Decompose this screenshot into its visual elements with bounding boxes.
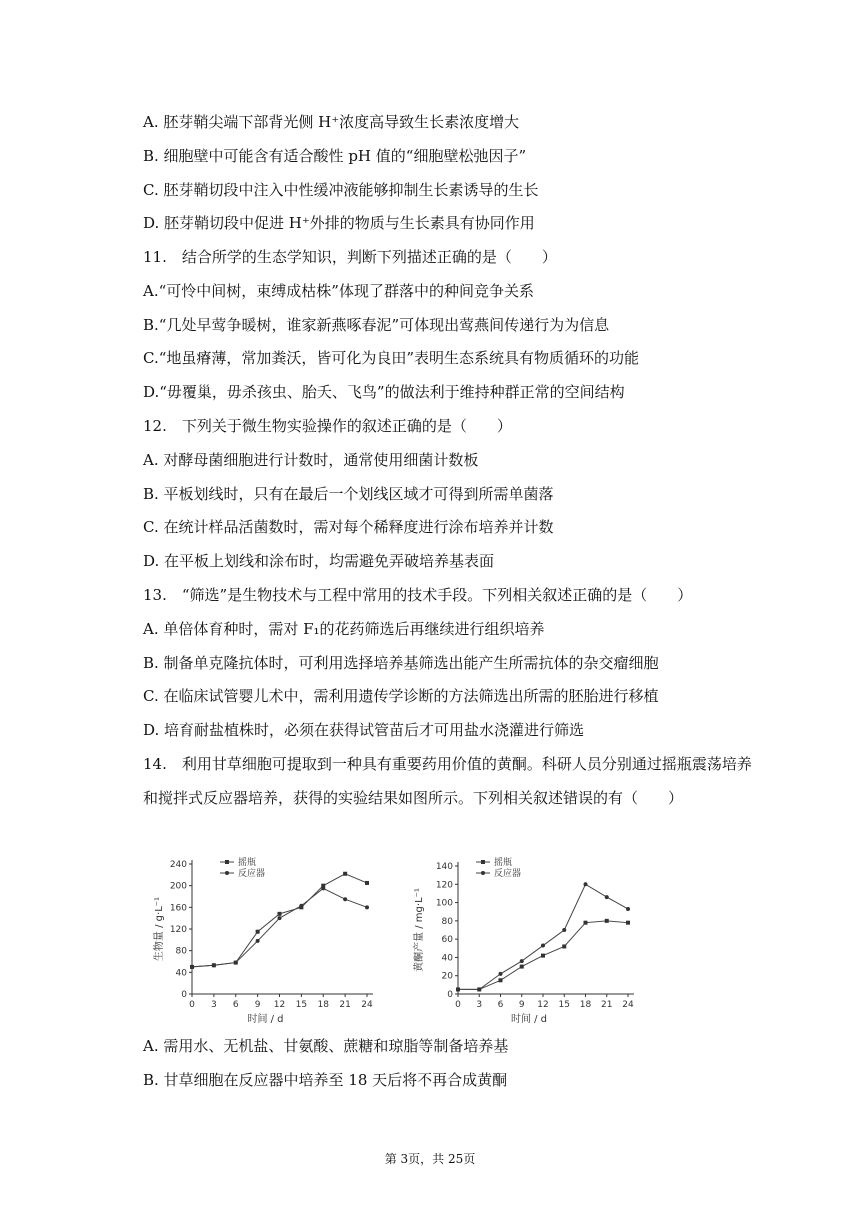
legend-label: 反应器: [238, 869, 266, 879]
x-tick-label: 15: [558, 1000, 570, 1010]
data-point: [343, 897, 347, 901]
data-point: [256, 939, 260, 943]
flavonoid-chart: [410, 850, 660, 1030]
data-point: [605, 919, 609, 923]
option-13d: D. 培育耐盐植株时，必须在获得试管苗后才可用盐水浇灌进行筛选: [143, 721, 585, 739]
legend-label: 摇瓶: [238, 858, 257, 868]
option-13a: A. 单倍体育种时，需对 F₁的花药筛选后再继续进行组织培养: [143, 620, 545, 638]
data-point: [520, 959, 524, 963]
data-point: [190, 965, 194, 969]
x-tick-label: 12: [537, 1000, 549, 1010]
y-tick-label: 240: [169, 860, 187, 870]
y-tick-label: 0: [181, 990, 187, 1000]
question-12: 12. 下列关于微生物实验操作的叙述正确的是（ ）: [143, 417, 512, 435]
x-axis-label: 时间 / d: [510, 1014, 548, 1025]
y-tick-label: 120: [435, 880, 453, 891]
x-tick-label: 0: [189, 1000, 195, 1010]
option-13c: C. 在临床试管婴儿术中，需利用遗传学诊断的方法筛选出所需的胚胎进行移植: [143, 687, 659, 705]
y-tick-label: 40: [441, 953, 453, 964]
option-10a: A. 胚芽鞘尖端下部背光侧 H⁺浓度高导致生长素浓度增大: [143, 113, 520, 131]
x-tick-label: 3: [211, 1000, 217, 1010]
option-12a: A. 对酵母菌细胞进行计数时，通常使用细菌计数板: [143, 451, 479, 469]
data-point: [278, 912, 282, 916]
y-tick-label: 140: [435, 862, 453, 872]
question-14-line1: 14. 利用甘草细胞可提取到一种具有重要药用价值的黄酮。科研人员分别通过摇瓶震荡培养: [143, 755, 752, 773]
y-tick-label: 20: [441, 971, 453, 982]
x-tick-label: 15: [295, 1000, 308, 1010]
x-tick-label: 0: [455, 1000, 461, 1010]
y-tick-label: 80: [441, 916, 453, 927]
y-tick-label: 160: [169, 903, 187, 914]
question-11: 11. 结合所学的生态学知识，判断下列描述正确的是（ ）: [143, 248, 557, 266]
x-tick-label: 18: [579, 1000, 592, 1010]
legend-marker: [481, 871, 485, 875]
option-12c: C. 在统计样品活菌数时，需对每个稀释度进行涂布培养并计数: [143, 518, 554, 536]
data-point: [499, 978, 503, 982]
data-point: [212, 963, 216, 967]
data-point: [541, 954, 545, 958]
biomass-chart: [150, 850, 400, 1030]
data-point: [365, 881, 369, 885]
option-10c: C. 胚芽鞘切段中注入中性缓冲液能够抑制生长素诱导的生长: [143, 181, 539, 199]
data-point: [321, 886, 325, 890]
series-line-1: [192, 874, 367, 967]
data-point: [365, 905, 369, 909]
y-axis-label: 生物量 / g·L⁻¹: [154, 896, 165, 962]
data-point: [626, 921, 630, 925]
legend-label: 摇瓶: [494, 858, 513, 868]
option-13b: B. 制备单克隆抗体时，可利用选择培养基筛选出能产生所需抗体的杂交瘤细胞: [143, 654, 659, 672]
option-12b: B. 平板划线时，只有在最后一个划线区域才可得到所需单菌落: [143, 485, 554, 503]
y-tick-label: 80: [175, 946, 187, 957]
series-line-2: [458, 884, 628, 989]
y-tick-label: 120: [169, 925, 187, 935]
option-12d: D. 在平板上划线和涂布时，均需避免弄破培养基表面: [143, 552, 495, 570]
question-13: 13. “筛选”是生物技术与工程中常用的技术手段。下列相关叙述正确的是（ ）: [143, 586, 693, 604]
data-point: [256, 930, 260, 934]
x-tick-label: 9: [254, 1000, 261, 1010]
data-point: [626, 907, 630, 911]
legend-marker: [481, 860, 485, 864]
x-tick-label: 21: [339, 1000, 351, 1010]
x-tick-label: 6: [497, 1000, 504, 1010]
y-tick-label: 40: [175, 968, 187, 979]
data-point: [234, 961, 238, 965]
y-axis-label: 黄酮产量 / mg·L⁻¹: [414, 888, 425, 972]
legend-marker: [225, 860, 229, 864]
x-tick-label: 18: [317, 1000, 329, 1010]
x-tick-label: 21: [601, 1000, 613, 1010]
x-tick-label: 3: [476, 1000, 483, 1010]
option-11a: A.“可怜中间树，束缚成枯株”体现了群落中的种间竞争关系: [143, 282, 534, 300]
y-tick-label: 200: [169, 881, 187, 892]
legend-marker: [225, 871, 229, 875]
x-tick-label: 6: [232, 1000, 239, 1010]
x-tick-label: 9: [518, 1000, 525, 1010]
data-point: [456, 987, 460, 991]
option-11c: C.“地虽瘠薄，常加粪沃，皆可化为良田”表明生态系统具有物质循环的功能: [143, 349, 640, 367]
data-point: [562, 944, 566, 948]
x-tick-label: 12: [273, 1000, 286, 1010]
option-11d: D.“毋覆巢，毋杀孩虫、胎夭、飞鸟”的做法利于维持种群正常的空间结构: [143, 383, 625, 401]
data-point: [499, 972, 503, 976]
x-tick-label: 24: [361, 1000, 373, 1010]
option-14a: A. 需用水、无机盐、甘氨酸、蔗糖和琼脂等制备培养基: [143, 1037, 509, 1055]
question-14-line2: 和搅拌式反应器培养，获得的实验结果如图所示。下列相关叙述错误的有（ ）: [143, 789, 684, 807]
data-point: [520, 965, 524, 969]
y-tick-label: 0: [447, 990, 453, 1000]
option-10d: D. 胚芽鞘切段中促进 H⁺外排的物质与生长素具有协同作用: [143, 214, 535, 232]
y-tick-label: 100: [435, 898, 453, 909]
option-14b: B. 甘草细胞在反应器中培养至 18 天后将不再合成黄酮: [143, 1071, 508, 1089]
y-tick-label: 60: [441, 935, 453, 946]
data-point: [584, 921, 588, 925]
x-tick-label: 24: [622, 1000, 634, 1010]
data-point: [477, 987, 481, 991]
x-axis-label: 时间 / d: [247, 1014, 284, 1025]
data-point: [299, 904, 303, 908]
legend-label: 反应器: [494, 869, 522, 879]
page-footer: 第 3页，共 25页: [384, 1152, 476, 1166]
data-point: [562, 928, 566, 932]
data-point: [343, 872, 347, 876]
data-point: [541, 944, 545, 948]
data-point: [605, 895, 609, 899]
data-point: [278, 916, 282, 920]
series-line-2: [192, 888, 367, 967]
data-point: [584, 882, 588, 886]
option-10b: B. 细胞壁中可能含有适合酸性 pH 值的“细胞壁松弛因子”: [143, 147, 527, 165]
option-11b: B.“几处早莺争暖树，谁家新燕啄春泥”可体现出莺燕间传递行为为信息: [143, 316, 610, 334]
